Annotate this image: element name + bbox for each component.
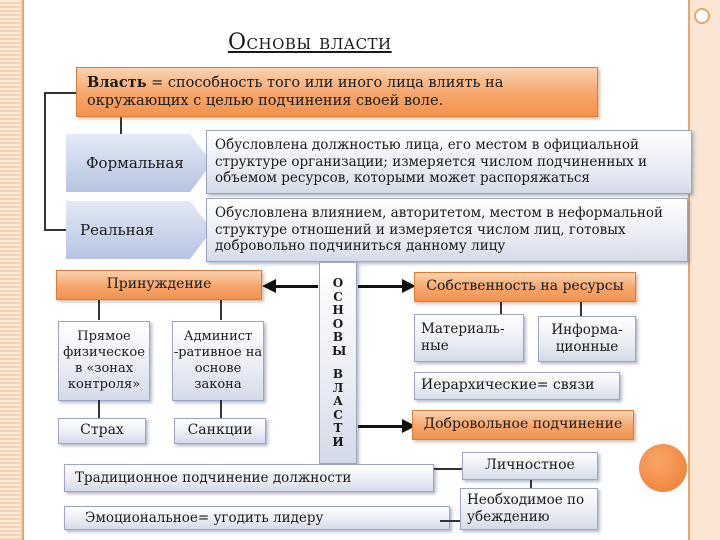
physical-connector [98,400,100,418]
bracket-line [44,92,46,230]
corner-circle-icon [694,8,710,24]
real-label-text: Реальная [80,220,155,239]
admin-connector [220,400,222,418]
coercion-text: Принуждение [106,276,212,293]
formal-label-text: Формальная [86,153,184,172]
slide-title: Основы власти [228,30,392,55]
frame-right-decoration [690,0,720,540]
bases-vertical-text: О С Н О В Ы В Л А С Т И [332,276,347,449]
formal-label [70,134,200,192]
fear-box [58,418,146,444]
coercion-box [56,270,262,300]
hierarchical-box [414,372,620,400]
coercion-connector-left [98,300,100,320]
formal-description-text: Обусловлена должностью лица, его местом в официальной структуре организации; измеряется числом подчиненных и объемом ресурсов, которыми может распоряжаться [215,136,648,187]
bracket-bottom [44,229,66,231]
real-description-text: Обусловлена влиянием, авторитетом, местом в неформальной структуре отношений и измеряется числом лиц, готовых добровольно подчиниться данному лицу [215,204,663,255]
coercion-connector-right [220,300,222,320]
personal-connector [530,480,532,488]
real-description [206,198,688,262]
arrow-to-resources [358,285,406,288]
traditional-text: Традиционное подчинение должности [75,469,352,486]
personal-box [462,452,598,480]
definition-box [76,67,598,117]
voluntary-text: Добровольное подчинение [423,416,623,433]
voluntary-box [412,410,634,440]
material-text: Материаль- ные [421,321,505,354]
personal-text: Личностное [485,457,575,474]
info-box [538,316,636,362]
conviction-box [460,488,598,530]
frame-left-rule [22,0,24,540]
emotional-box [64,506,450,530]
definition-connector [120,116,122,134]
orange-circle-icon [639,444,687,492]
physical-text: Прямое физическое в «зонах контроля» [63,328,145,393]
definition-text: Власть = способность того или иного лица влиять на окружающих с целью подчинения своей воле. [87,73,504,109]
fear-text: Страх [80,422,124,439]
arrow-to-voluntary [358,425,406,428]
bracket-top [44,92,76,94]
emotional-text: Эмоциональное= угодить лидеру [85,509,324,526]
arrowhead-left-icon [262,279,276,293]
frame-left-decoration [0,0,22,540]
physical-box [58,321,150,401]
real-label [80,201,210,259]
frame-right-rule [688,0,690,540]
formal-description [206,130,692,194]
sanctions-box [174,418,266,444]
resources-box [414,272,636,302]
material-box [414,314,524,362]
conviction-text: Необходимое по убеждению [467,492,585,525]
bases-vertical-box [319,262,357,464]
traditional-box [64,464,434,492]
hierarchical-text: Иерархические= связи [421,377,595,394]
info-text: Информа- ционные [551,322,623,355]
admin-text: Админист -ративное на основе закона [173,328,263,393]
traditional-link [434,468,462,470]
sanctions-text: Санкции [187,422,253,439]
emotional-link [440,520,462,522]
resources-text: Собственность на ресурсы [426,278,624,295]
admin-box [172,321,264,401]
